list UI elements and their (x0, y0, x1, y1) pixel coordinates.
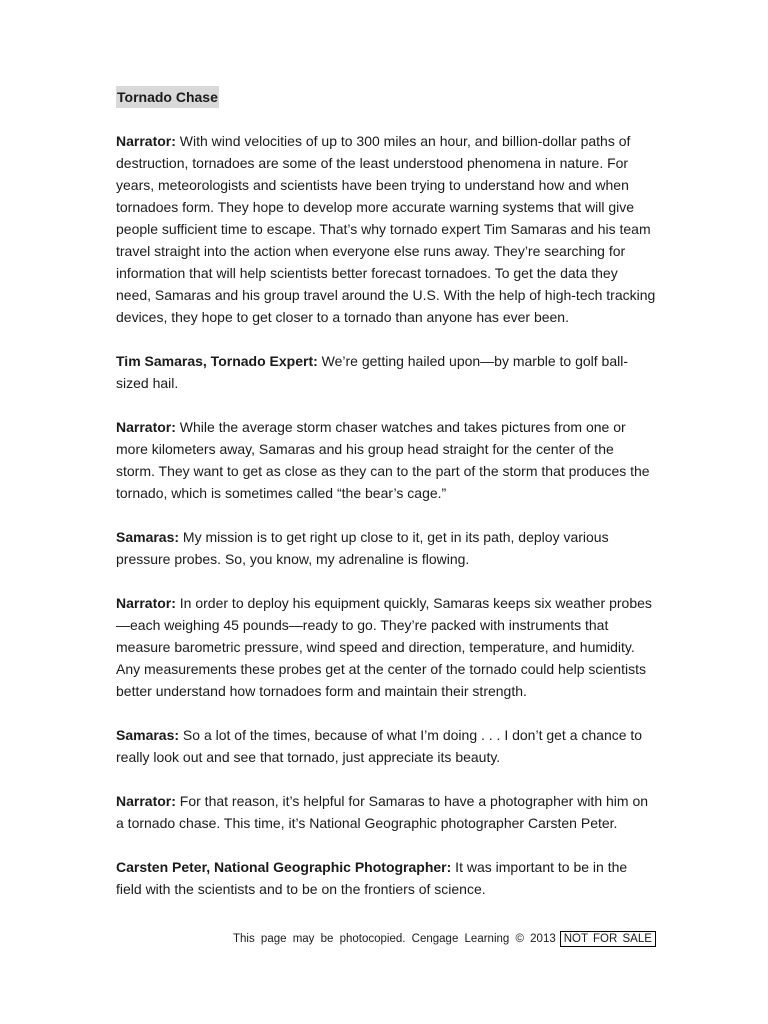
speaker-label: Narrator: (116, 419, 176, 435)
speaker-label: Samaras: (116, 529, 180, 545)
paragraph-text: In order to deploy his equipment quickly, Samaras keeps six weather probes—each weighing 45 pounds—ready to go. They’re packed with instruments that measure barometric pressure, wind speed and direction, temperature, and humidity. Any measurements these probes get at the center of the tornado could help scientists better understand how tornadoes form and maintain their strength. (116, 595, 652, 699)
paragraph-narrator-4 (116, 790, 656, 834)
paragraph-text: So a lot of the times, because of what I’m doing . . . I don’t get a chance to really look out and see that tornado, just appreciate its beauty. (116, 727, 643, 765)
speaker-label: Narrator: (116, 133, 176, 149)
paragraph-text: It was important to be in the field with the scientists and to be on the frontiers of science. (116, 859, 628, 897)
paragraph-text: With wind velocities of up to 300 miles an hour, and billion-dollar paths of destruction, tornadoes are some of the least understood phenomena in nature. For years, meteorologists and scientists have been trying to understand how and when tornadoes form. They hope to develop more accurate warning systems that will give people sufficient time to escape. That’s why tornado expert Tim Samaras and his team travel straight into the action when everyone else runs away. They’re searching for information that will help scientists better forecast tornadoes. To get the data they need, Samaras and his group travel around the U.S. With the help of high-tech tracking devices, they hope to get closer to a tornado than anyone has ever been. (116, 133, 656, 325)
not-for-sale-stamp: NOT FOR SALE (560, 931, 656, 947)
speaker-label: Tim Samaras, Tornado Expert: (116, 353, 318, 369)
speaker-label: Carsten Peter, National Geographic Photographer: (116, 859, 452, 875)
document-title: Tornado Chase (116, 86, 219, 108)
paragraph-samaras-1 (116, 350, 656, 394)
paragraph-text: While the average storm chaser watches and takes pictures from one or more kilometers away, Samaras and his group head straight for the center of the storm. They want to get as close as they can to the part of the storm that produces the tornado, which is sometimes called “the bear’s cage.” (116, 419, 650, 501)
speaker-label: Narrator: (116, 793, 176, 809)
speaker-label: Samaras: (116, 727, 180, 743)
paragraph-samaras-2 (116, 526, 656, 570)
copyright-notice: This page may be photocopied. Cengage Learning © 2013 (233, 933, 556, 945)
paragraph-text: My mission is to get right up close to it, get in its path, deploy various pressure probes. So, you know, my adrenaline is flowing. (116, 529, 609, 567)
paragraph-carsten-peter (116, 856, 656, 900)
paragraph-text: We’re getting hailed upon—by marble to golf ball-sized hail. (116, 353, 629, 391)
paragraph-narrator-1 (116, 130, 656, 328)
document-page (116, 86, 656, 900)
paragraph-narrator-3 (116, 592, 656, 702)
paragraph-samaras-3 (116, 724, 656, 768)
paragraph-narrator-2 (116, 416, 656, 504)
paragraph-text: For that reason, it’s helpful for Samaras to have a photographer with him on a tornado chase. This time, it’s National Geographic photographer Carsten Peter. (116, 793, 649, 831)
page-footer (233, 930, 653, 948)
speaker-label: Narrator: (116, 595, 176, 611)
